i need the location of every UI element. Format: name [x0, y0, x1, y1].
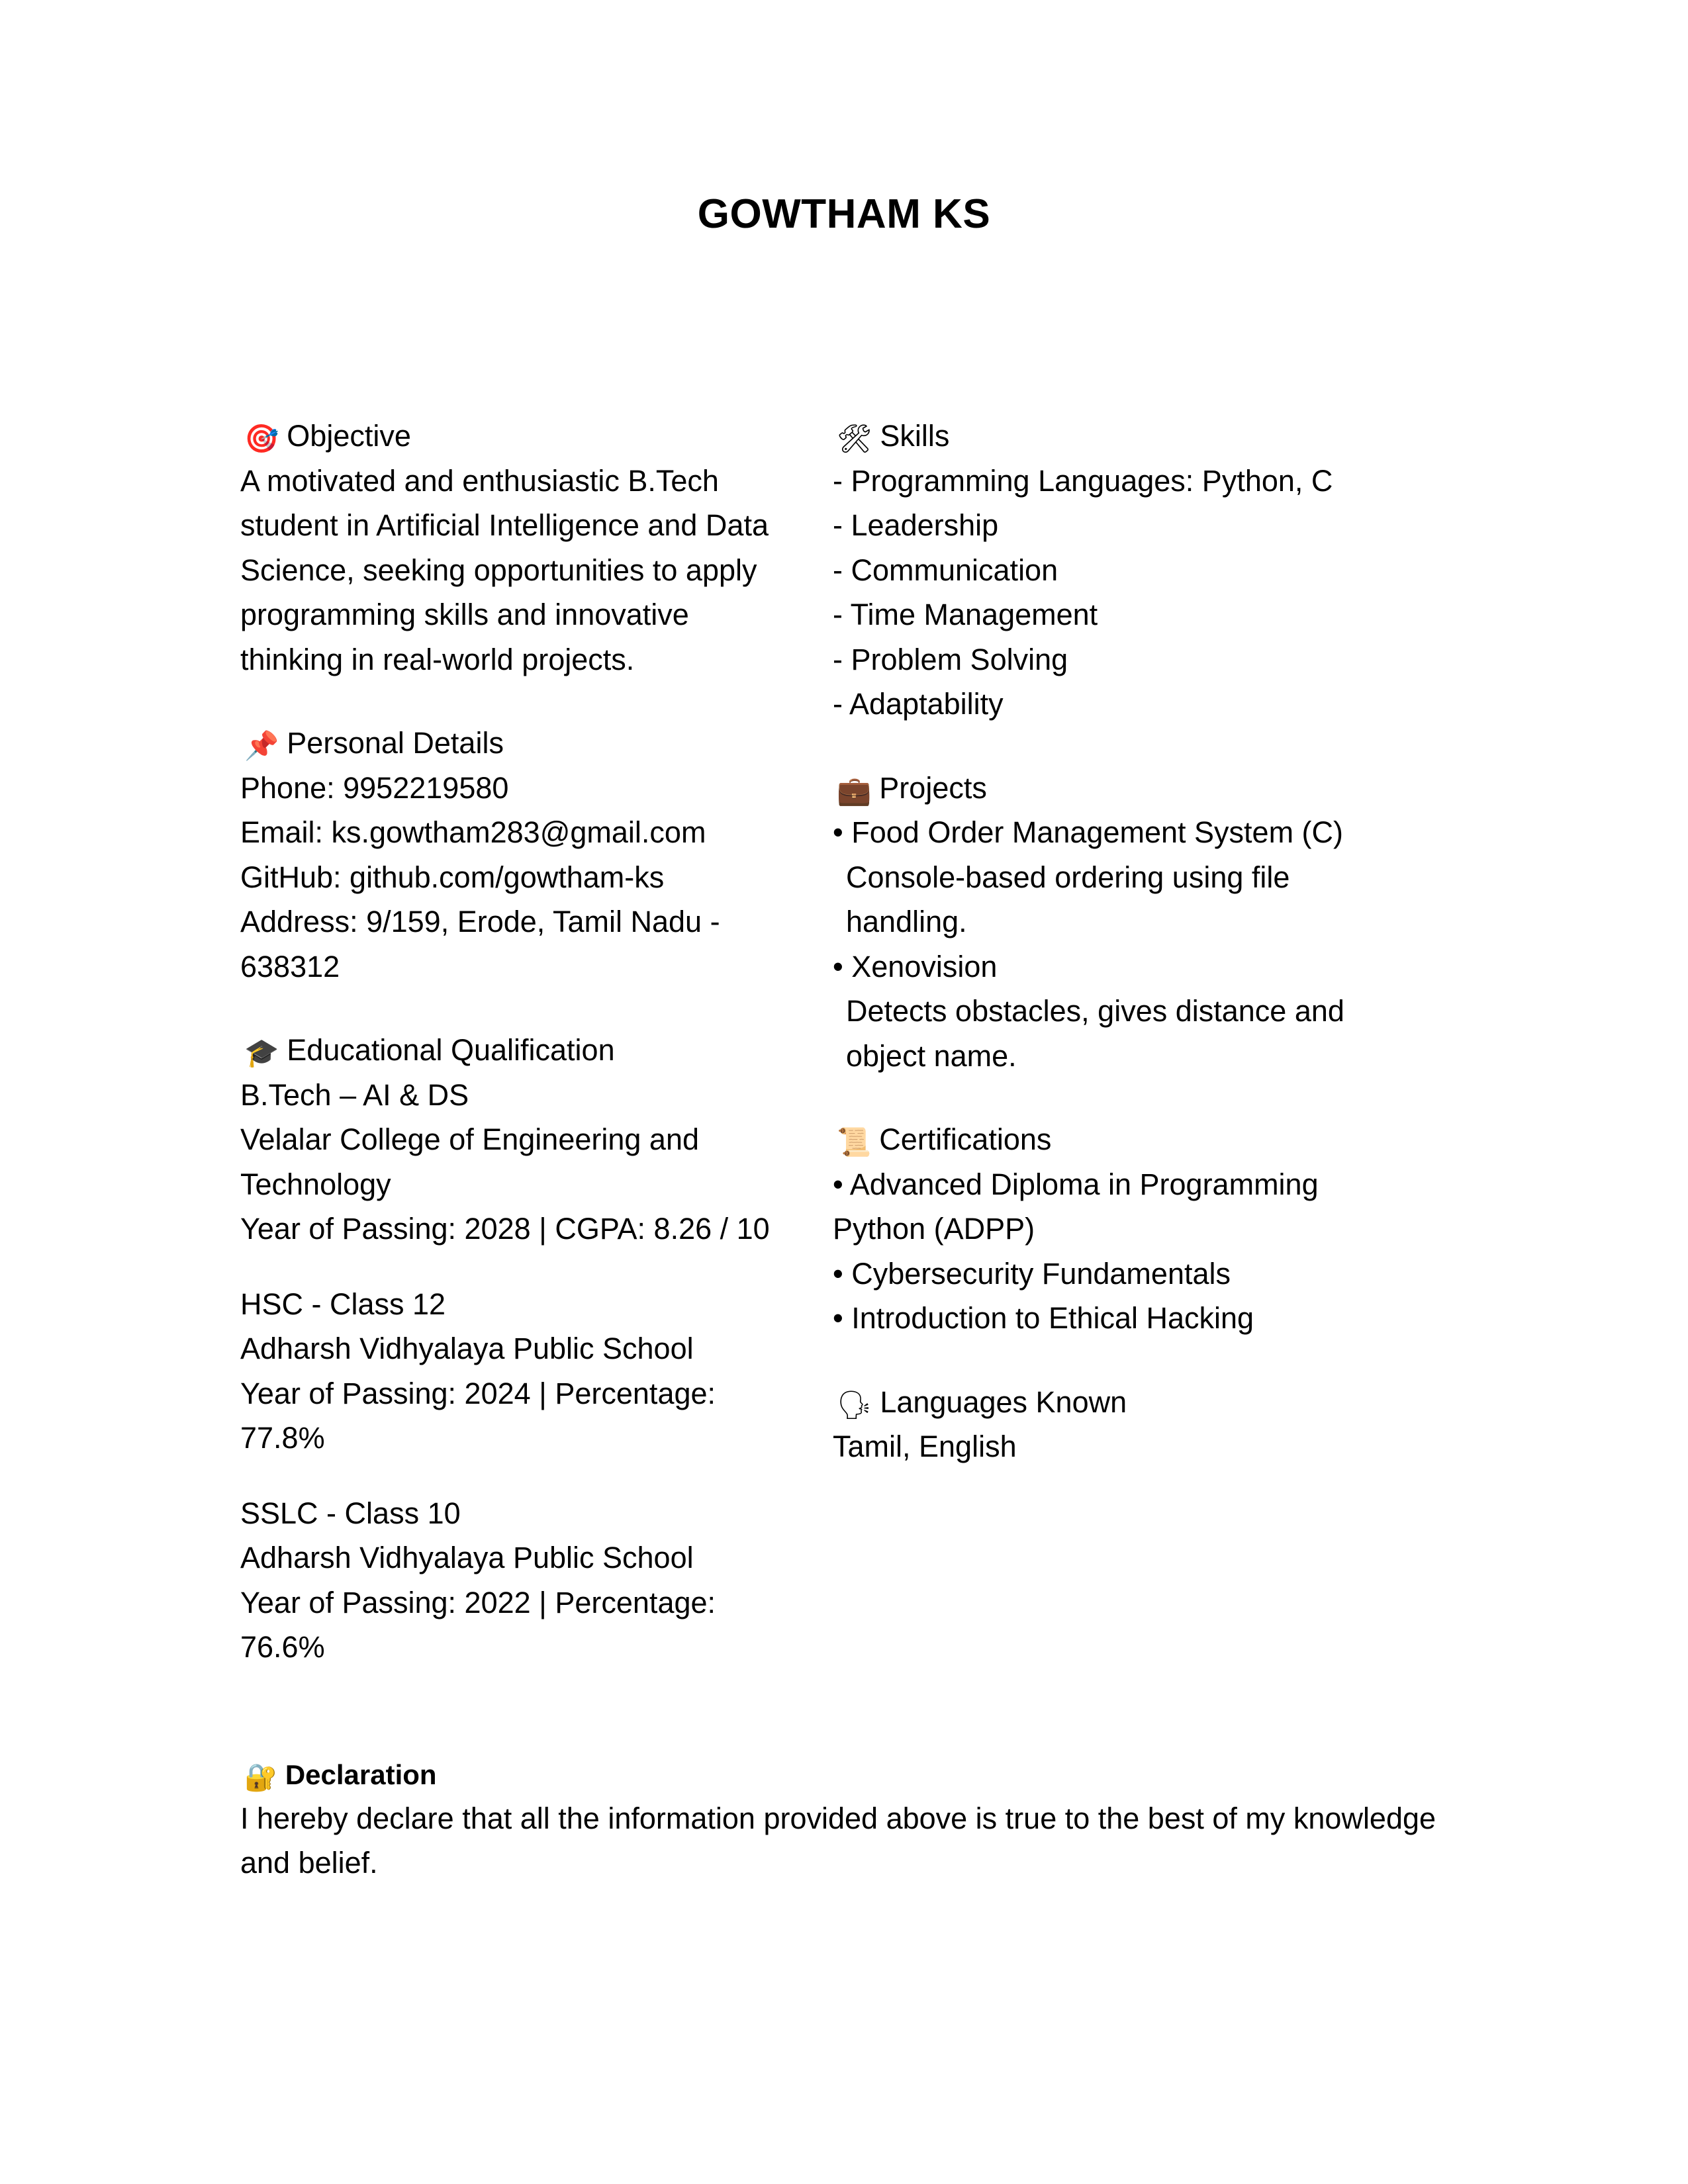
page-title: GOWTHAM KS	[697, 191, 991, 237]
skill-item: - Adaptability	[833, 687, 1004, 721]
spacer	[833, 1341, 1392, 1383]
personal-detail-address: Address: 9/159, Erode, Tamil Nadu - 638312	[240, 905, 729, 983]
spacer	[240, 682, 793, 724]
certifications-heading-label: Certifications	[879, 1122, 1052, 1156]
project-description: Detects obstacles, gives distance and object name.	[846, 994, 1353, 1073]
education-entry	[240, 1491, 793, 1670]
personal-details-heading-label: Personal Details	[287, 726, 504, 760]
project-name: • Xenovision	[833, 949, 998, 983]
briefcase-icon: 💼	[837, 774, 872, 806]
section-education	[240, 1031, 793, 1670]
speaking-head-icon: 🗣	[837, 1388, 872, 1420]
left-column	[240, 417, 793, 1670]
personal-details-heading	[240, 724, 793, 763]
hammer-and-wrench-icon: 🛠	[837, 423, 872, 454]
education-institution: Adharsh Vidhyalaya Public School	[240, 1332, 694, 1365]
education-degree: HSC - Class 12	[240, 1287, 446, 1321]
section-objective	[240, 417, 793, 682]
skill-item: - Problem Solving	[833, 642, 1068, 676]
declaration-heading-label: Declaration	[285, 1759, 437, 1790]
locked-with-key-icon: 🔐	[244, 1763, 277, 1792]
languages-body: Tamil, English	[833, 1430, 1017, 1463]
education-degree: B.Tech – AI & DS	[240, 1077, 469, 1112]
personal-detail-phone: Phone: 9952219580	[240, 770, 509, 805]
skills-heading-label: Skills	[880, 419, 950, 453]
section-certifications	[833, 1120, 1392, 1341]
spacer	[833, 727, 1392, 769]
spacer	[833, 1078, 1392, 1120]
section-declaration	[240, 1757, 1438, 1886]
education-entry	[240, 1282, 793, 1461]
certification-item: • Cybersecurity Fundamentals	[833, 1256, 1231, 1291]
education-degree: SSLC - Class 10	[240, 1496, 461, 1530]
objective-heading-label: Objective	[287, 419, 411, 453]
spacer	[240, 1461, 793, 1491]
objective-body: A motivated and enthusiastic B.Tech student in Artificial Intelligence and Data Science, seeking opportunities to apply programming skills and innovative thinking in real-world projects.	[240, 463, 769, 676]
education-result: Year of Passing: 2028 | CGPA: 8.26 / 10	[240, 1212, 770, 1246]
education-entry	[240, 1073, 793, 1251]
right-column	[833, 417, 1392, 1469]
projects-heading	[833, 769, 1392, 808]
project-description: Console-based ordering using file handling.	[846, 860, 1298, 938]
education-institution: Velalar College of Engineering and Technology	[240, 1122, 707, 1201]
section-languages	[833, 1383, 1392, 1469]
personal-detail-github: GitHub: github.com/gowtham-ks	[240, 860, 665, 894]
section-personal-details	[240, 724, 793, 989]
projects-heading-label: Projects	[879, 770, 987, 805]
education-heading-label: Educational Qualification	[287, 1033, 615, 1067]
section-projects	[833, 769, 1392, 1079]
objective-heading	[240, 417, 793, 456]
languages-heading	[833, 1383, 1392, 1422]
project-name: • Food Order Management System (C)	[833, 815, 1344, 849]
two-column-body	[0, 417, 1688, 1670]
certification-item: • Advanced Diploma in Programming Python (ADPP)	[833, 1167, 1327, 1246]
education-result: Year of Passing: 2024 | Percentage: 77.8%	[240, 1376, 724, 1455]
target-dart-icon: 🎯	[244, 423, 279, 454]
skill-item: - Programming Languages: Python, C	[833, 463, 1333, 498]
spacer	[240, 1251, 793, 1282]
certification-item: • Introduction to Ethical Hacking	[833, 1301, 1254, 1335]
declaration-body: I hereby declare that all the information provided above is true to the best of my knowledge and belief.	[240, 1801, 1436, 1880]
skill-item: - Communication	[833, 553, 1058, 587]
section-skills	[833, 417, 1392, 727]
skill-item: - Time Management	[833, 598, 1098, 631]
spacer	[240, 989, 793, 1031]
personal-detail-email: Email: ks.gowtham283@gmail.com	[240, 815, 706, 849]
certifications-heading	[833, 1120, 1392, 1160]
declaration-heading	[240, 1757, 1438, 1794]
skills-heading	[833, 417, 1392, 456]
education-institution: Adharsh Vidhyalaya Public School	[240, 1541, 694, 1574]
graduation-cap-icon: 🎓	[244, 1037, 279, 1068]
skill-item: - Leadership	[833, 508, 999, 542]
scroll-icon: 📜	[837, 1126, 872, 1158]
pushpin-icon: 📌	[244, 730, 279, 761]
languages-heading-label: Languages Known	[880, 1385, 1127, 1419]
education-heading	[240, 1031, 793, 1070]
education-result: Year of Passing: 2022 | Percentage: 76.6%	[240, 1585, 724, 1664]
